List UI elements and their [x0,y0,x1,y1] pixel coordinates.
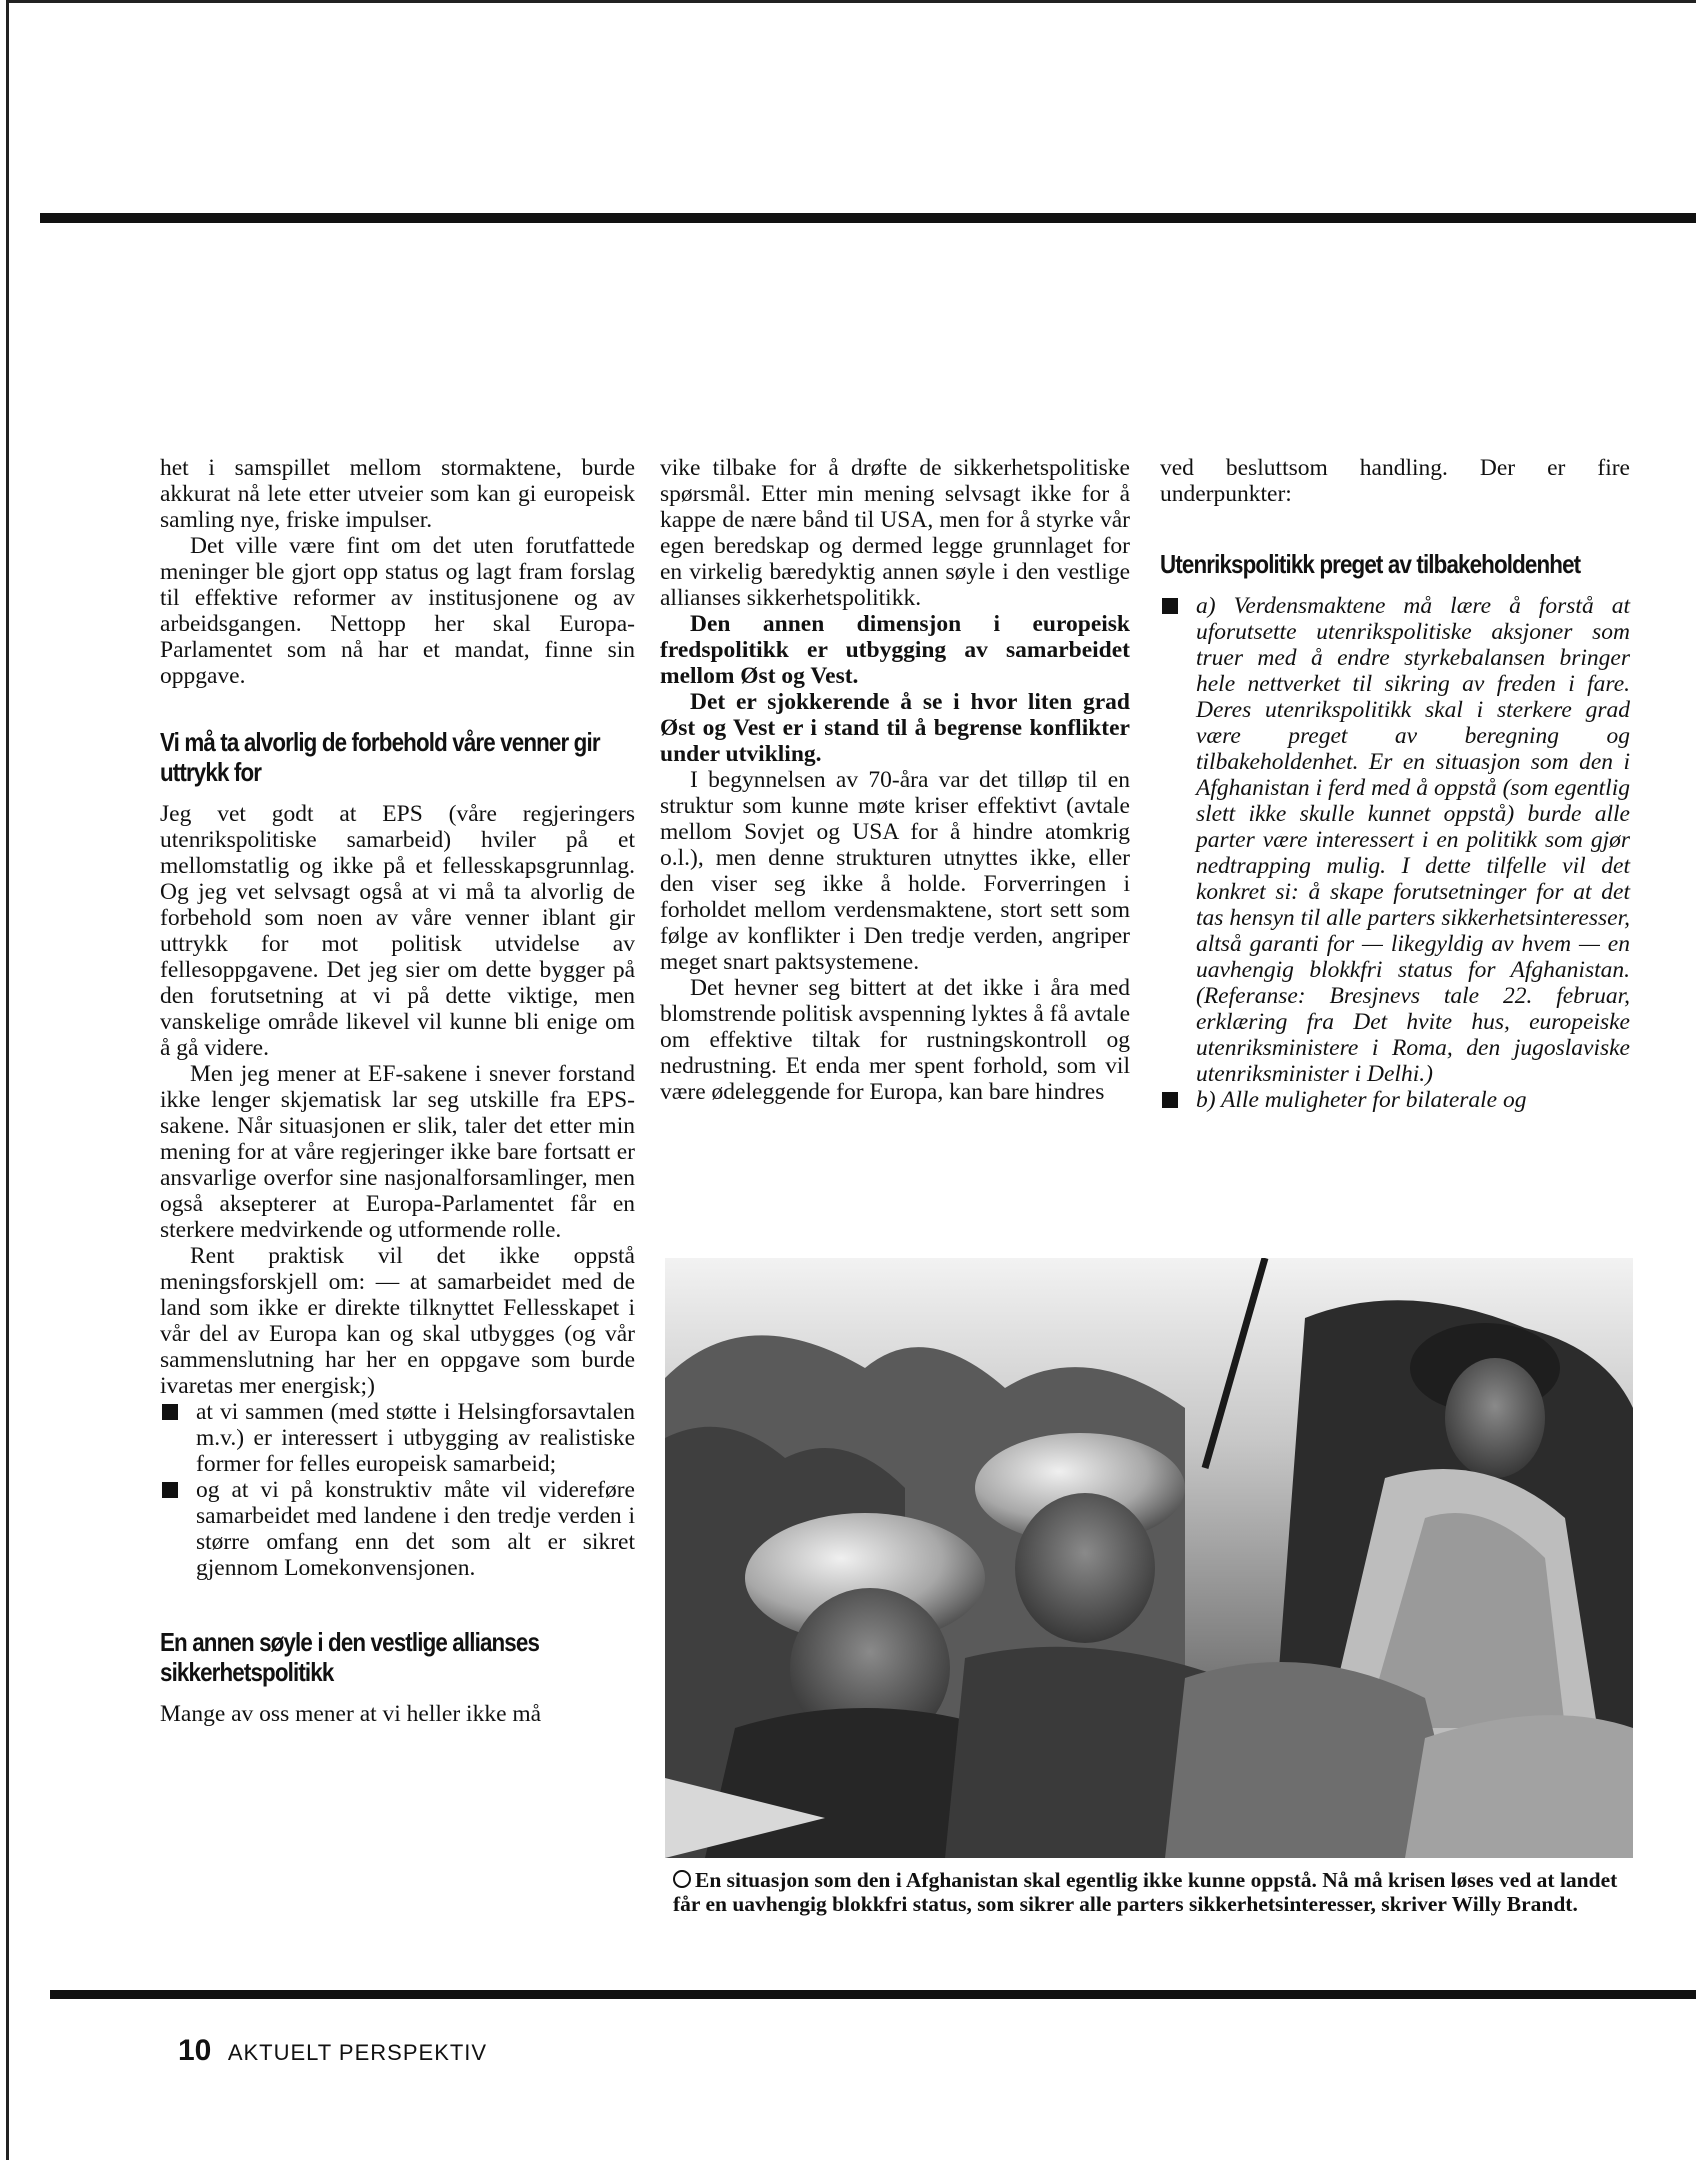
page-number: 10 [178,2034,212,2067]
bold-paragraph: Den annen dimensjon i europeisk fredspolitikk er utbygging av samarbeidet mellom Øst og Vest. [660,611,1130,689]
photo-caption [673,1868,1633,1916]
paragraph: Jeg vet godt at EPS (våre regjeringers utenrikspolitiske samarbeid) hviler på et mellomstatlig og ikke på et fellesskapsgrunnlag. Og jeg vet selvsagt også at vi må ta alvorlig de forbehold som noen av våre venner iblant gir uttrykk for mot politisk utvidelse av fellesoppgavene. Det jeg sier om dette bygger på den forutsetning at vi på dette viktige, men vanskelige område likevel vil kunne bli enige om å gå videre. [160,801,635,1061]
page-footer [178,2034,487,2068]
paragraph: het i samspillet mellom stormaktene, burde akkurat nå lete etter utveier som kan gi europeisk samling nye, friske impulser. [160,455,635,533]
page-border-top [6,0,1696,3]
caption-marker-icon [673,1870,691,1888]
publication-name: AKTUELT PERSPEKTIV [227,2040,488,2065]
paragraph: Men jeg mener at EF-sakene i snever forstand ikke lenger skjematisk lar seg utskille fra EPS-sakene. Når situasjonen er slik, taler det etter min mening for at våre regjeringer ikke bare fortsatt er ansvarlige overfor sine nasjonalforsamlinger, men også aksepterer at Europa-Parlamentet får en sterkere medvirkende og utformende rolle. [160,1061,635,1243]
paragraph: ved besluttsom handling. Der er fire underpunkter: [1160,455,1630,507]
bold-paragraph: Det er sjokkerende å se i hvor liten grad Øst og Vest er i stand til å begrense konflikter under utvikling. [660,689,1130,767]
square-bullet-icon [162,1404,178,1420]
paragraph: Mange av oss mener at vi heller ikke må [160,1701,542,1727]
bullet-text: at vi sammen (med støtte i Helsingforsavtalen m.v.) er interessert i utbygging av realistiske former for felles europeisk samarbeid; [196,1399,635,1477]
paragraph: I begynnelsen av 70-åra var det tilløp til en struktur som kunne møte kriser effektivt (avtale mellom Sovjet og USA for å hindre atomkrig o.l.), men denne strukturen utnyttes ikke, eller den viser seg ikke å holde. Forverringen i forholdet mellom verdensmaktene, stort sett som følge av konflikter i Den tredje verden, angriper meget snart paktsystemene. [660,767,1130,975]
paragraph: Det hevner seg bittert at det ikke i åra med blomstrende politisk avspenning lyktes å få avtale om effektive tiltak for rustningskontroll og nedrustning. Et enda mer spent forhold, som vil være ødeleggende for Europa, kan bare hindres [660,975,1130,1105]
paragraph: Rent praktisk vil det ikke oppstå meningsforskjell om: — at samarbeidet med de land som ikke er direkte tilknyttet Fellesskapet i vår del av Europa kan og skal utbygges (og vår sammenslutning har her en oppgave som burde ivaretas mer energisk;) [160,1243,635,1399]
bottom-rule [50,1990,1696,1999]
square-bullet-icon [1162,1092,1178,1108]
top-rule [40,213,1696,223]
news-photo-afghan-fighters [665,1258,1633,1858]
section-heading: Vi må ta alvorlig de forbehold våre venner gir uttrykk for [160,727,600,787]
bullet-item [160,1477,635,1581]
article-column-2 [660,455,1130,1105]
article-column-1 [160,455,635,1727]
square-bullet-icon [1162,598,1178,614]
section-heading: En annen søyle i den vestlige allianses sikkerhetspolitikk [160,1627,540,1687]
bullet-item [160,1399,635,1477]
paragraph: Det ville være fint om det uten forutfattede meninger ble gjort opp status og lagt fram forslag til effektive reformer av institusjonene og av arbeidsgangen. Nettopp her skal Europa-Parlamentet som nå har et mandat, finne sin oppgave. [160,533,635,689]
square-bullet-icon [162,1482,178,1498]
photo-illustration [665,1258,1633,1858]
bullet-item [1160,593,1630,1087]
page-border-left [6,0,9,2160]
bullet-text: a) Verdensmaktene må lære å forstå at uforutsette utenrikspolitiske aksjoner som truer med å endre styrkebalansen bringer hele nettverket til sikring av freden i fare. Deres utenrikspolitikk skal i sterkere grad være preget av beregning og tilbakeholdenhet. Er en situasjon som den i Afghanistan i ferd med å oppstå (som egentlig slett ikke skulle kunnet oppstå) burde alle parter være interessert i en politikk som gjør nedtrapping mulig. I dette tilfelle vil det konkret si: å skape forutsetninger for at det tas hensyn til alle parters sikkerhetsinteresser, altså garanti for — likegyldig av hvem — en uavhengig blokkfri status for Afghanistan. (Referanse: Bresjnevs tale 22. februar, erklæring fra Det hvite hus, europeiske utenriksministere i Roma, den jugoslaviske utenriksminister i Delhi.) [1196,593,1630,1087]
bullet-text: b) Alle muligheter for bilaterale og [1196,1087,1527,1113]
article-column-3 [1160,455,1630,1113]
bullet-text: og at vi på konstruktiv måte vil videreføre samarbeidet med landene i den tredje verden i større omfang enn det som alt er sikret gjennom Lomekonvensjonen. [196,1477,635,1581]
paragraph: vike tilbake for å drøfte de sikkerhetspolitiske spørsmål. Etter min mening selvsagt ikke for å kappe de nære bånd til USA, men for å styrke vår egen beredskap og dermed legge grunnlaget for en virkelig bæredyktig annen søyle i den vestlige allianses sikkerhetspolitikk. [660,455,1130,611]
bullet-item [1160,1087,1630,1113]
section-heading: Utenrikspolitikk preget av tilbakeholdenhet [1160,549,1581,579]
caption-text: En situasjon som den i Afghanistan skal egentlig ikke kunne oppstå. Nå må krisen løses ved at landet får en uavhengig blokkfri status, som sikrer alle parters sikkerhetsinteresser, skriver Willy Brandt. [673,1868,1618,1916]
